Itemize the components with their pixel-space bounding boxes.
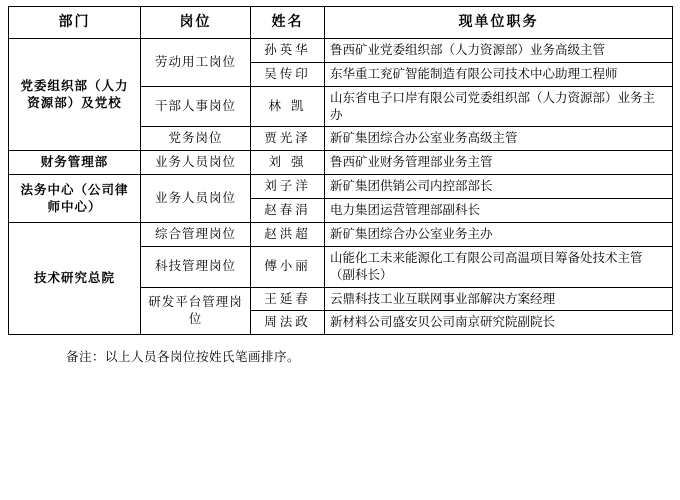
cell-current-title: 山能化工未来能源化工有限公司高温项目筹备处技术主管（副科长）	[325, 246, 673, 287]
cell-post: 科技管理岗位	[141, 246, 251, 287]
cell-name: 刘 强	[251, 151, 325, 175]
cell-current-title: 新矿集团综合办公室业务主办	[325, 222, 673, 246]
cell-post: 党务岗位	[141, 127, 251, 151]
cell-current-title: 新矿集团综合办公室业务高级主管	[325, 127, 673, 151]
cell-current-title: 山东省电子口岸有限公司党委组织部（人力资源部）业务主办	[325, 86, 673, 127]
cell-name: 赵洪超	[251, 222, 325, 246]
cell-post: 综合管理岗位	[141, 222, 251, 246]
cell-name: 王延春	[251, 287, 325, 311]
cell-current-title: 云鼎科技工业互联网事业部解决方案经理	[325, 287, 673, 311]
cell-name: 林 凯	[251, 86, 325, 127]
header-row	[9, 7, 673, 39]
column-header-current-title: 现单位职务	[325, 7, 673, 39]
column-header-department: 部门	[9, 7, 141, 39]
table-body	[9, 38, 673, 334]
cell-name: 孙英华	[251, 38, 325, 62]
column-header-name: 姓名	[251, 7, 325, 39]
cell-name: 刘子洋	[251, 175, 325, 199]
cell-post: 业务人员岗位	[141, 151, 251, 175]
cell-current-title: 鲁西矿业财务管理部业务主管	[325, 151, 673, 175]
cell-post: 业务人员岗位	[141, 175, 251, 223]
table-row	[9, 151, 673, 175]
cell-post: 研发平台管理岗位	[141, 287, 251, 335]
footnote: 备注：以上人员各岗位按姓氏笔画排序。	[66, 349, 301, 365]
cell-current-title: 东华重工兖矿智能制造有限公司技术中心助理工程师	[325, 62, 673, 86]
table-row	[9, 222, 673, 246]
cell-name: 贾光泽	[251, 127, 325, 151]
cell-department: 法务中心（公司律师中心）	[9, 175, 141, 223]
cell-name: 赵春涓	[251, 199, 325, 223]
cell-post: 劳动用工岗位	[141, 38, 251, 86]
cell-current-title: 电力集团运营管理部副科长	[325, 199, 673, 223]
cell-name: 周法政	[251, 311, 325, 335]
table-row	[9, 175, 673, 199]
cell-current-title: 新矿集团供销公司内控部部长	[325, 175, 673, 199]
cell-department: 党委组织部（人力资源部）及党校	[9, 38, 141, 150]
cell-current-title: 鲁西矿业党委组织部（人力资源部）业务高级主管	[325, 38, 673, 62]
cell-name: 傅小丽	[251, 246, 325, 287]
cell-name: 吴传印	[251, 62, 325, 86]
cell-department: 技术研究总院	[9, 222, 141, 334]
cell-post: 干部人事岗位	[141, 86, 251, 127]
cell-current-title: 新材料公司盛安贝公司南京研究院副院长	[325, 311, 673, 335]
roster-table	[8, 6, 673, 335]
table-row	[9, 38, 673, 62]
cell-department: 财务管理部	[9, 151, 141, 175]
table-header	[9, 7, 673, 39]
column-header-post: 岗位	[141, 7, 251, 39]
